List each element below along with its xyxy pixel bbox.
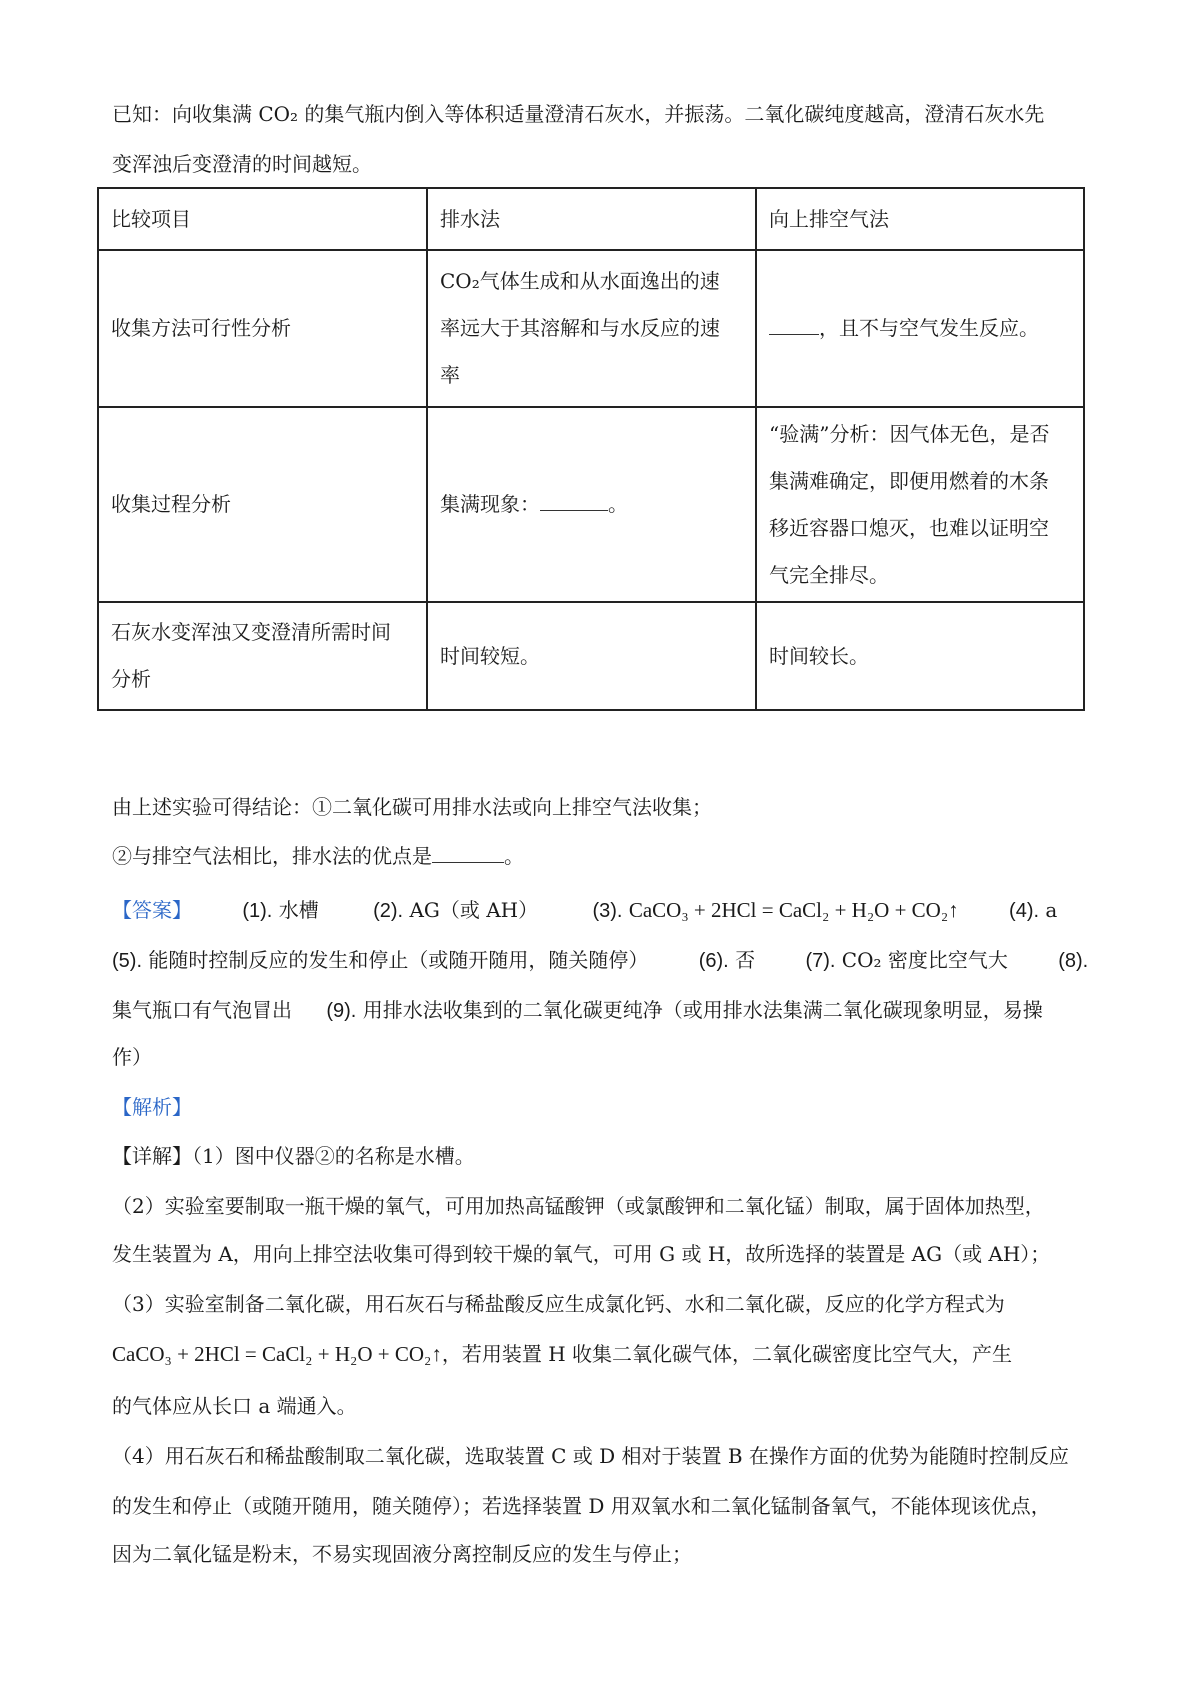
analysis-p3-line-1: （3）实验室制备二氧化碳，用石灰石与稀盐酸反应生成氯化钙、水和二氧化碳，反应的化学方程式为	[112, 1292, 1005, 1316]
analysis-detail: 【详解】（1）图中仪器②的名称是水槽。	[112, 1144, 475, 1168]
cell-text: 。	[608, 492, 628, 516]
table-row	[98, 602, 1084, 710]
cell-text: 集满现象：	[440, 492, 540, 516]
cell-line: 气完全排尽。	[769, 562, 889, 587]
table-header-item: 比较项目	[98, 188, 427, 250]
conclusion-line-2	[112, 840, 524, 870]
answer-line-2	[112, 946, 1088, 975]
analysis-text: ，若用装置 H 收集二氧化碳气体，二氧化碳密度比空气大，产生	[441, 1342, 1012, 1366]
answer-num: (5).	[112, 950, 142, 972]
analysis-p4-line-3: 因为二氧化锰是粉末，不易实现固液分离控制反应的发生与停止；	[112, 1542, 692, 1566]
answer-blank	[540, 488, 608, 511]
conclusion-text: 。	[504, 844, 524, 868]
answer-num: (9).	[326, 1000, 357, 1022]
cell-line: CO₂气体生成和从水面逸出的速	[440, 269, 720, 293]
comparison-table	[97, 187, 1085, 711]
answer-num: (7).	[805, 950, 836, 972]
cell-line: 集满难确定，即便用燃着的木条	[769, 468, 1049, 493]
cell-text: ，且不与空气发生反应。	[819, 316, 1039, 340]
cell-line: “验满”分析：因气体无色，是否	[769, 421, 1050, 446]
answer-tag: 【答案】	[112, 898, 192, 922]
cell-line: 率远大于其溶解和与水反应的速	[440, 316, 720, 340]
table-header-row	[98, 188, 1084, 250]
answer-value: 否	[735, 948, 756, 972]
answer-num: (8).	[1058, 950, 1089, 972]
analysis-p2-line-1: （2）实验室要制取一瓶干燥的氧气，可用加热高锰酸钾（或氯酸钾和二氧化锰）制取，属于固体加热型，	[112, 1194, 1045, 1218]
analysis-p2-line-2: 发生装置为 A，用向上排空法收集可得到较干燥的氧气，可用 G 或 H，故所选择的装置是 AG（或 AH）；	[112, 1242, 1051, 1266]
answer-value: 水槽	[278, 898, 319, 922]
cell-line: 石灰水变浑浊又变澄清所需时间	[111, 620, 391, 644]
answer-blank	[432, 840, 504, 863]
analysis-p3-line-2	[112, 1340, 1012, 1368]
intro-line-1: 已知：向收集满 CO₂ 的集气瓶内倒入等体积适量澄清石灰水，并振荡。二氧化碳纯度越高，澄清石灰水先	[112, 102, 1045, 126]
row-air-cell	[756, 407, 1084, 602]
row-air-cell	[756, 250, 1084, 407]
cell-line: 率	[440, 363, 460, 387]
analysis-p4-line-2: 的发生和停止（或随开随用，随关随停）；若选择装置 D 用双氧水和二氧化锰制备氧气，不能体现该优点，	[112, 1494, 1051, 1518]
answer-value: 用排水法收集到的二氧化碳更纯净（或用排水法集满二氧化碳现象明显，易操	[362, 998, 1043, 1022]
row-water-cell: 时间较短。	[427, 602, 756, 710]
intro-line-2: 变浑浊后变澄清的时间越短。	[112, 152, 372, 176]
answer-line-4: 作）	[112, 1045, 152, 1069]
answer-value: 能随时控制反应的发生和停止（或随开随用，随关随停）	[148, 948, 649, 972]
answer-blank	[769, 312, 819, 335]
row-label: 收集过程分析	[98, 407, 427, 602]
answer-value: CO₂ 密度比空气大	[841, 948, 1008, 972]
answer-line-3	[112, 996, 1043, 1025]
analysis-equation: CaCO₃ + 2HCl = CaCl₂ + H₂O + CO₂↑	[112, 1342, 442, 1366]
answer-line-1	[112, 896, 1057, 925]
row-water-cell	[427, 250, 756, 407]
cell-line: 移近容器口熄灭，也难以证明空	[769, 515, 1049, 540]
answer-num: (6).	[698, 950, 729, 972]
answer-value: a	[1045, 898, 1058, 922]
answer-num: (2).	[373, 900, 404, 922]
answer-num: (4).	[1009, 900, 1040, 922]
table-header-water: 排水法	[427, 188, 756, 250]
answer-num: (1).	[242, 900, 273, 922]
answer-value: AG（或 AH）	[409, 898, 539, 922]
row-label: 收集方法可行性分析	[98, 250, 427, 407]
table-row	[98, 407, 1084, 602]
answer-equation: CaCO₃ + 2HCl = CaCl₂ + H₂O + CO₂↑	[628, 898, 959, 922]
analysis-tag: 【解析】	[112, 1095, 192, 1119]
answer-value: 集气瓶口有气泡冒出	[112, 998, 292, 1022]
row-air-cell: 时间较长。	[756, 602, 1084, 710]
row-label	[98, 602, 427, 710]
answer-num: (3).	[592, 900, 623, 922]
analysis-p4-line-1: （4）用石灰石和稀盐酸制取二氧化碳，选取装置 C 或 D 相对于装置 B 在操作方面的优势为能随时控制反应	[112, 1444, 1069, 1468]
table-row	[98, 250, 1084, 407]
row-water-cell	[427, 407, 756, 602]
cell-line: 分析	[111, 667, 151, 691]
table-header-air: 向上排空气法	[756, 188, 1084, 250]
conclusion-line-1: 由上述实验可得结论：①二氧化碳可用排水法或向上排空气法收集；	[112, 795, 712, 819]
conclusion-text: ②与排空气法相比，排水法的优点是	[112, 844, 432, 868]
analysis-p3-line-3: 的气体应从长口 a 端通入。	[112, 1394, 357, 1418]
